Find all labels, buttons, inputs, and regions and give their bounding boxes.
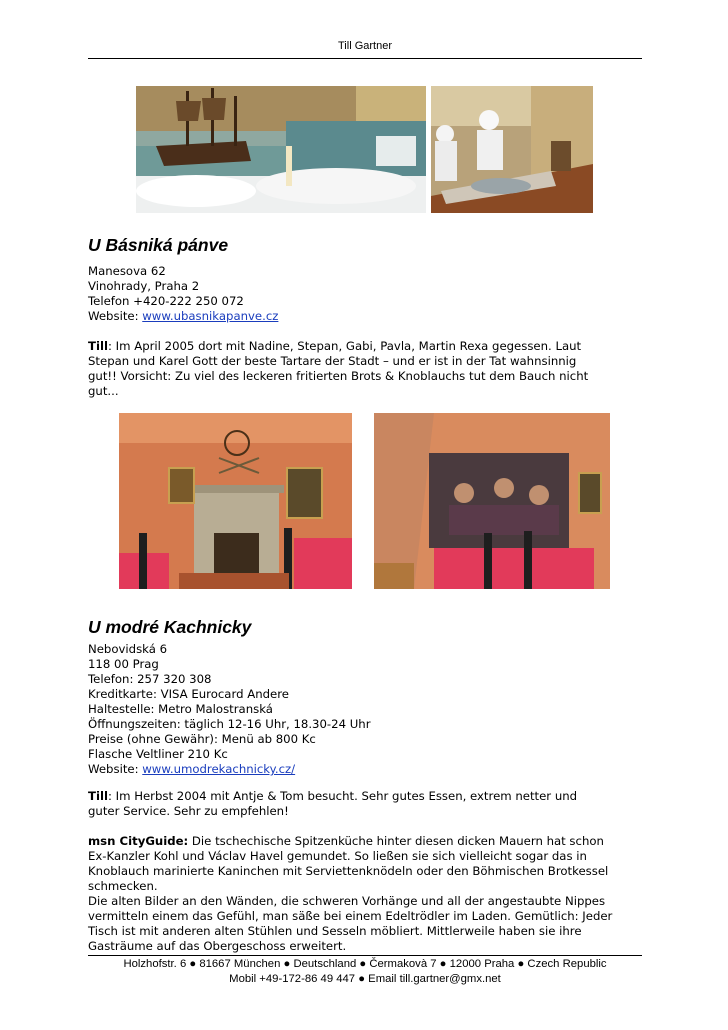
page-footer (80, 957, 650, 987)
info-line: Haltestelle: Metro Malostranská (88, 702, 273, 716)
footer-rule (88, 955, 642, 956)
mural-room-photo (374, 413, 610, 589)
website-label: Website: (88, 762, 143, 776)
cityguide-review (88, 834, 644, 954)
restaurant1-contact (88, 264, 644, 324)
website-line (88, 762, 644, 777)
footer-address: Holzhofstr. 6 ● 81667 München ● Deutschland ● Čermakovà 7 ● 12000 Praha ● Czech Republic (123, 958, 607, 970)
restaurant1-review (88, 339, 644, 399)
review-line: Till: Im April 2005 dort mit Nadine, Stepan, Gabi, Pavla, Martin Rexa gegessen. Laut (88, 339, 582, 353)
website-line (88, 309, 644, 324)
review-line: Till: Im Herbst 2004 mit Antje & Tom besucht. Sehr gutes Essen, extrem netter und (88, 789, 578, 803)
header-rule (88, 58, 642, 59)
address-line: Vinohrady, Praha 2 (88, 279, 200, 293)
info-line: Öffnungszeiten: täglich 12-16 Uhr, 18.30-24 Uhr (88, 717, 371, 731)
info-line: Preise (ohne Gewähr): Menü ab 800 Kc (88, 732, 316, 746)
info-line: 118 00 Prag (88, 657, 159, 671)
info-line: Kreditkarte: VISA Eurocard Andere (88, 687, 289, 701)
review-line: Stepan und Karel Gott der beste Tartare der Stadt – und er ist in der Tat wahnsinnig (88, 354, 577, 368)
info-line: Flasche Veltliner 210 Kc (88, 747, 228, 761)
phone-line: Telefon +420-222 250 072 (88, 294, 244, 308)
review-line: guter Service. Sehr zu empfehlen! (88, 804, 289, 818)
guide-line: msn CityGuide: Die tschechische Spitzenküche hinter diesen dicken Mauern hat schon (88, 834, 604, 848)
guide-line: vermitteln einem das Gefühl, man säße bei einem Edeltrödler im Laden. Gemütlich: Jeder (88, 909, 613, 923)
website-link-umodrekachnicky[interactable]: www.umodrekachnicky.cz/ (142, 762, 296, 776)
fireplace-room-photo (119, 413, 352, 589)
info-line: Nebovidská 6 (88, 642, 168, 656)
guide-line: Die alten Bilder an den Wänden, die schweren Vorhänge und all der angestaubte Nippes (88, 894, 606, 908)
restaurant2-info (88, 642, 644, 777)
guide-line: Ex-Kanzler Kohl und Václav Havel gemundet. So ließen sie sich vielleicht sogar das in (88, 849, 587, 863)
chefs-buffet-photo (431, 86, 593, 213)
dining-room-ship-photo (136, 86, 426, 213)
guide-line: Gasträume auf das Obergeschoss erweitert. (88, 939, 347, 953)
guide-line: Knoblauch marinierte Kaninchen mit Serviettenknödeln oder den Böhmischen Brotkessel (88, 864, 609, 878)
restaurant2-review (88, 789, 644, 819)
website-label: Website: (88, 309, 143, 323)
review-line: gut!! Vorsicht: Zu viel des leckeren fritierten Brots & Knoblauchs tut dem Bauch nicht (88, 369, 589, 383)
guide-line: Tisch ist mit anderen alten Stühlen und Sesseln möbliert. Mittlerweile haben sie ihre (88, 924, 582, 938)
footer-contact: Mobil +49-172-86 49 447 ● Email till.gartner@gmx.net (229, 973, 501, 985)
restaurant-name-u-modre-kachnicky: U modré Kachnicky (88, 617, 252, 637)
address-line: Manesova 62 (88, 264, 166, 278)
guide-line: schmecken. (88, 879, 158, 893)
guide-label: msn CityGuide: (88, 834, 189, 848)
page-header: Till Gartner (338, 40, 392, 52)
review-author: Till (88, 339, 108, 353)
website-link-ubasnikapanve[interactable]: www.ubasnikapanve.cz (142, 309, 279, 323)
review-line: gut... (88, 384, 119, 398)
restaurant-name-u-basnika-panve: U Básniká pánve (88, 235, 229, 255)
review-author: Till (88, 789, 108, 803)
info-line: Telefon: 257 320 308 (88, 672, 212, 686)
